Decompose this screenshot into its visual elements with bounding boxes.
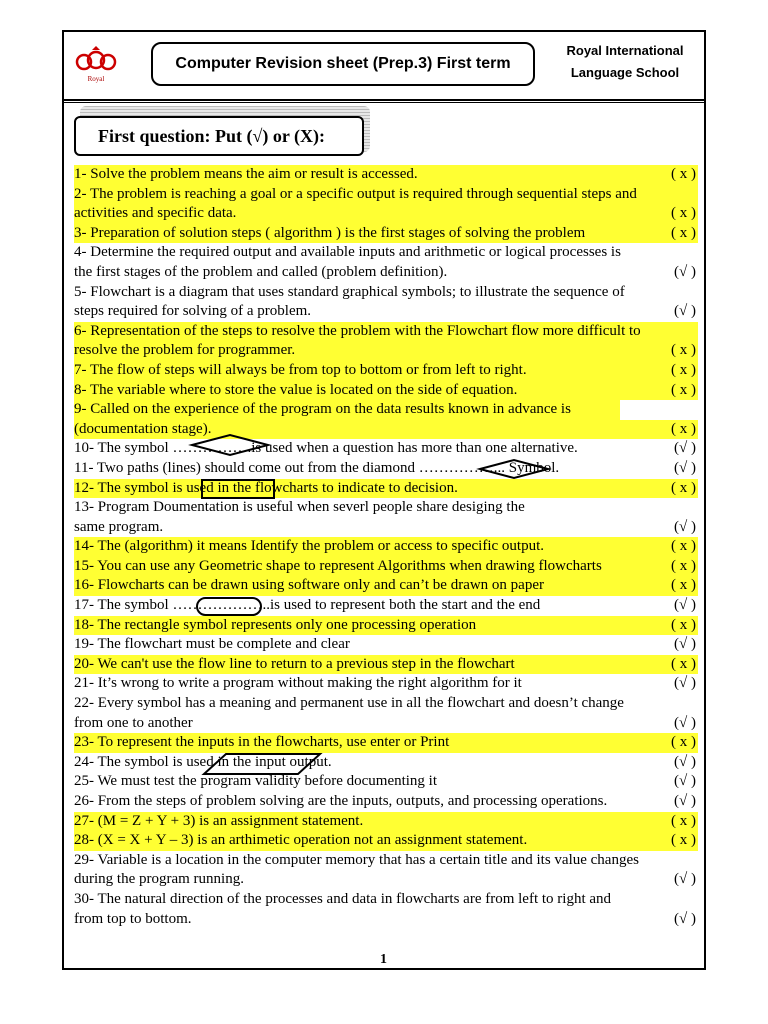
- answer-mark: ( x ): [671, 420, 696, 437]
- answer-mark: ( x ): [671, 538, 696, 555]
- answer-mark: (√ ): [674, 714, 696, 731]
- question-line: [74, 674, 698, 694]
- answer-mark: ( x ): [671, 381, 696, 398]
- question-line: [74, 890, 698, 910]
- question-text: 19- The flowchart must be complete and clear: [74, 636, 350, 653]
- question-line: [74, 341, 698, 361]
- question-line: [74, 361, 698, 381]
- school-name-line1: Royal International: [566, 43, 684, 58]
- answer-mark: ( x ): [671, 812, 696, 829]
- question-line: [74, 498, 698, 518]
- question-line: [74, 792, 698, 812]
- question-line: [74, 381, 698, 401]
- question-text: 1- Solve the problem means the aim or result is accessed.: [74, 166, 418, 182]
- question-line: [74, 576, 698, 596]
- question-text: 9- Called on the experience of the program on the data results known in advance is: [74, 401, 571, 418]
- question-line: [74, 439, 698, 459]
- question-text: 24- The symbol is used in the input output.: [74, 753, 332, 770]
- question-line: [74, 302, 698, 322]
- school-name: [550, 40, 700, 84]
- question-line: [74, 204, 698, 224]
- question-line: [74, 694, 698, 714]
- header-divider-thin: [62, 102, 706, 103]
- question-text: 28- (X = X + Y – 3) is an arthimetic operation not an assignment statement.: [74, 832, 528, 849]
- question-text: 15- You can use any Geometric shape to represent Algorithms when drawing flowcharts: [74, 557, 602, 574]
- question-line: [74, 596, 698, 616]
- answer-mark: (√ ): [674, 303, 696, 320]
- answer-mark: (√ ): [674, 263, 696, 280]
- question-text: 21- It’s wrong to write a program without making the right algorithm for it: [74, 675, 522, 692]
- answer-mark: (√ ): [674, 597, 696, 614]
- rectangle-symbol: [201, 479, 275, 499]
- answer-mark: ( x ): [671, 361, 696, 378]
- answer-mark: (√ ): [674, 518, 696, 535]
- question-line: [74, 400, 620, 420]
- question-text: 29- Variable is a location in the computer memory that has a certain title and its value changes: [74, 851, 639, 868]
- question-text: 23- To represent the inputs in the flowcharts, use enter or Print: [74, 734, 450, 751]
- answer-mark: ( x ): [671, 224, 696, 241]
- question-text: same program.: [74, 518, 164, 535]
- question-line: [74, 283, 698, 303]
- question-line: [74, 733, 698, 753]
- question-text: the first stages of the problem and called (problem definition).: [74, 263, 448, 280]
- answer-mark: ( x ): [671, 577, 696, 594]
- question-line: [74, 322, 698, 342]
- school-logo: [72, 44, 120, 84]
- answer-mark: ( x ): [671, 479, 696, 496]
- question-line: [74, 243, 698, 263]
- answer-mark: ( x ): [671, 205, 696, 222]
- answer-mark: (√ ): [674, 910, 696, 927]
- question-line: [74, 635, 698, 655]
- question-line: [74, 714, 698, 734]
- question-line: [74, 655, 698, 675]
- diamond-symbol-1: [188, 433, 272, 457]
- answer-mark: (√ ): [674, 459, 696, 476]
- page-number: 1: [380, 952, 387, 967]
- question-line: [74, 459, 698, 479]
- question-text: 12- The symbol is used in the flowcharts to indicate to decision.: [74, 479, 458, 496]
- answer-mark: (√ ): [674, 440, 696, 457]
- question-text: during the program running.: [74, 871, 244, 888]
- footer-divider: [62, 968, 706, 970]
- terminal-symbol: [196, 597, 262, 616]
- question-text: from one to another: [74, 714, 193, 731]
- header-divider: [62, 99, 706, 101]
- question-text: 6- Representation of the steps to resolve the problem with the Flowchart flow more difficult to: [74, 322, 641, 339]
- question-text: 5- Flowchart is a diagram that uses standard graphical symbols; to illustrate the sequence of: [74, 283, 625, 300]
- question-line: [74, 831, 698, 851]
- question-title: First question: Put (√) or (X):: [74, 116, 364, 156]
- question-line: [74, 910, 698, 930]
- question-line: [74, 537, 698, 557]
- question-text: 17- The symbol ………………..is used to represent both the start and the end: [74, 597, 541, 614]
- question-text: 3- Preparation of solution steps ( algorithm ) is the first stages of solving the problem: [74, 224, 586, 241]
- question-line: [74, 772, 698, 792]
- question-line: [74, 165, 698, 185]
- question-text: 7- The flow of steps will always be from top to bottom or from left to right.: [74, 361, 527, 378]
- question-text: resolve the problem for programmer.: [74, 342, 296, 359]
- question-line: [74, 753, 698, 773]
- question-line: [74, 851, 698, 871]
- answer-mark: (√ ): [674, 675, 696, 692]
- question-list: [74, 165, 698, 929]
- answer-mark: ( x ): [671, 166, 696, 182]
- question-text: 20- We can't use the flow line to return to a previous step in the flowchart: [74, 655, 515, 672]
- question-text: 14- The (algorithm) it means Identify the problem or access to specific output.: [74, 538, 545, 555]
- question-line: [74, 185, 698, 205]
- question-text: 2- The problem is reaching a goal or a specific output is required through sequential steps and: [74, 185, 637, 202]
- answer-mark: ( x ): [671, 557, 696, 574]
- logo-text: Royal: [87, 75, 105, 83]
- answer-mark: (√ ): [674, 773, 696, 790]
- diamond-symbol-2: [476, 458, 552, 480]
- question-text: 22- Every symbol has a meaning and permanent use in all the flowchart and doesn’t change: [74, 695, 624, 712]
- question-line: [74, 616, 698, 636]
- question-line: [74, 812, 698, 832]
- question-text: 4- Determine the required output and available inputs and arithmetic or logical processes is: [74, 244, 621, 261]
- parallelogram-symbol: [200, 752, 324, 776]
- question-text: 25- We must test the program validity before documenting it: [74, 773, 438, 790]
- question-line: [74, 420, 698, 440]
- question-text: steps required for solving of a problem.: [74, 303, 312, 320]
- answer-mark: ( x ): [671, 616, 696, 633]
- question-text: activities and specific data.: [74, 205, 237, 222]
- answer-mark: ( x ): [671, 342, 696, 359]
- question-text: from top to bottom.: [74, 910, 192, 927]
- answer-mark: ( x ): [671, 655, 696, 672]
- question-text: 10- The symbol …………….is used when a question has more than one alternative.: [74, 440, 578, 457]
- question-text: 26- From the steps of problem solving are the inputs, outputs, and processing operations.: [74, 793, 608, 809]
- answer-mark: (√ ): [674, 636, 696, 653]
- question-line: [74, 518, 698, 538]
- answer-mark: ( x ): [671, 832, 696, 849]
- answer-mark: ( x ): [671, 734, 696, 751]
- answer-mark: (√ ): [674, 753, 696, 770]
- question-text: 27- (M = Z + Y + 3) is an assignment statement.: [74, 812, 364, 829]
- question-line: [74, 870, 698, 890]
- question-text: 16- Flowcharts can be drawn using software only and can’t be drawn on paper: [74, 577, 544, 594]
- question-line: [74, 224, 698, 244]
- question-text: 13- Program Doumentation is useful when severl people share desiging the: [74, 499, 525, 516]
- sheet-title: Computer Revision sheet (Prep.3) First term: [151, 42, 535, 86]
- question-text: (documentation stage).: [74, 420, 212, 437]
- question-line: [74, 557, 698, 577]
- question-text: 18- The rectangle symbol represents only one processing operation: [74, 616, 477, 633]
- question-text: 30- The natural direction of the processes and data in flowcharts are from left to right and: [74, 890, 612, 907]
- question-line: [74, 263, 698, 283]
- answer-mark: (√ ): [674, 793, 696, 809]
- question-line: [74, 479, 698, 499]
- school-name-line2: Language School: [570, 65, 680, 80]
- question-text: 11- Two paths (lines) should come out from the diamond ……………... Symbol.: [74, 459, 560, 476]
- question-text: 8- The variable where to store the value is located on the side of equation.: [74, 381, 518, 398]
- answer-mark: (√ ): [674, 871, 696, 888]
